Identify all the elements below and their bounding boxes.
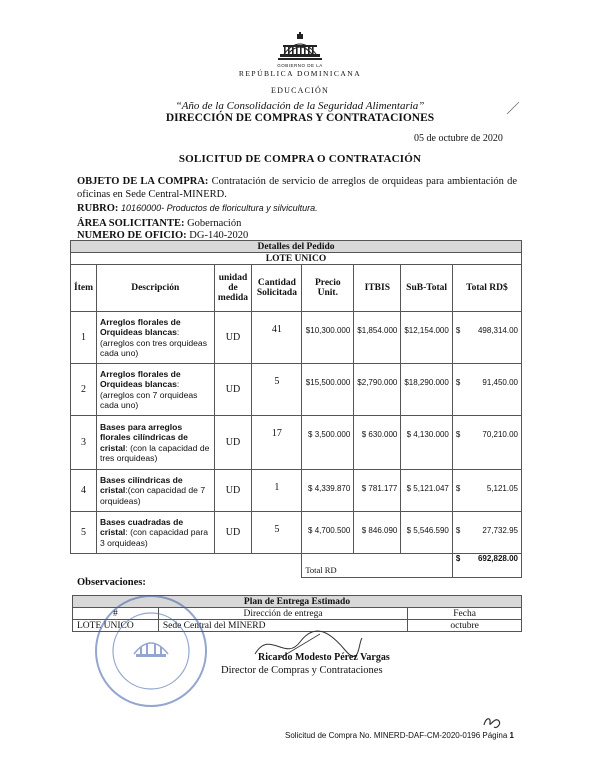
pen-stroke-mark xyxy=(505,100,521,116)
row-ud: UD xyxy=(214,364,252,416)
plan-row-direccion: Sede Central del MINERD xyxy=(158,620,407,632)
observaciones-label: Observaciones: xyxy=(77,577,146,588)
row-total-amount: 27,732.95 xyxy=(482,526,518,535)
row-desc-rest: :(arreglos con 7 orquideas cada uno) xyxy=(100,379,198,410)
year-motto: “Año de la Consolidación de la Seguridad Alimentaria” xyxy=(175,100,425,112)
document-title: SOLICITUD DE COMPRA O CONTRATACIÓN xyxy=(178,153,422,165)
row-itbis: $1,854.000 xyxy=(354,312,401,364)
row-desc xyxy=(97,470,215,512)
table-row xyxy=(71,364,522,416)
row-itbis: $ 781.177 xyxy=(354,470,401,512)
objeto-paragraph xyxy=(77,175,517,201)
department-name: DIRECCIÓN DE COMPRAS Y CONTRATACIONES xyxy=(165,112,435,124)
government-seal-icon xyxy=(270,32,330,64)
plan-col-num: # xyxy=(73,608,159,620)
row-total xyxy=(452,512,521,554)
rubro-line xyxy=(77,203,318,214)
row-item: 5 xyxy=(71,512,97,554)
row-desc-rest: : (con la capacidad de tres orquideas) xyxy=(100,442,210,463)
area-line xyxy=(77,218,241,229)
grand-total xyxy=(452,554,521,578)
seal-caption-republica: REPÚBLICA DOMINICANA xyxy=(238,69,362,78)
rubro-label: RUBRO: xyxy=(77,203,119,214)
row-desc-bold: Arreglos florales de Orquideas blancas xyxy=(100,368,181,389)
area-text: Gobernación xyxy=(187,218,242,229)
row-desc-rest: : (con capacidad para 3 orquideas) xyxy=(100,527,208,548)
oficio-text: DG-140-2020 xyxy=(189,230,249,241)
row-desc-rest: :(arreglos con tres orquideas cada uno) xyxy=(100,327,207,358)
row-cant: 1 xyxy=(252,470,302,512)
official-stamp-icon xyxy=(92,592,210,710)
row-cant: 17 xyxy=(252,416,302,470)
document-date: 05 de octubre de 2020 xyxy=(414,133,503,144)
row-total xyxy=(452,364,521,416)
order-details-bar: Detalles del Pedido xyxy=(71,241,522,253)
row-desc-bold: Bases para arreglos florales cilíndricas de cristal xyxy=(100,421,188,453)
row-subtotal: $18,290.000 xyxy=(401,364,453,416)
row-itbis: $ 846.090 xyxy=(354,512,401,554)
signer-role: Director de Compras y Contrataciones xyxy=(221,665,383,676)
page-footer xyxy=(285,731,514,740)
col-header-total: Total RD$ xyxy=(452,265,521,312)
col-header-cant: Cantidad Solicitada xyxy=(252,265,302,312)
col-header-itbis: ITBIS xyxy=(354,265,401,312)
row-ud: UD xyxy=(214,312,252,364)
ministry-name: EDUCACIÓN xyxy=(271,86,329,95)
row-item: 1 xyxy=(71,312,97,364)
row-precio: $ 4,700.500 xyxy=(302,512,354,554)
footer-page-number: 1 xyxy=(509,731,514,740)
row-item: 2 xyxy=(71,364,97,416)
objeto-text: Contratación de servicio de arreglos de orquideas para ambientación de oficinas en Sede Central-MINERD. xyxy=(77,176,518,200)
row-total-currency: $ xyxy=(455,326,461,335)
grand-total-amount: 692,828.00 xyxy=(477,554,518,563)
row-total-currency: $ xyxy=(455,484,461,493)
col-header-desc: Descripción xyxy=(97,265,215,312)
total-row-blank xyxy=(71,554,302,578)
row-desc-bold: Arreglos florales de Orquideas blancas xyxy=(100,316,181,337)
row-total-currency: $ xyxy=(455,526,461,535)
row-subtotal: $ 5,546.590 xyxy=(401,512,453,554)
row-subtotal: $ 4,130.000 xyxy=(401,416,453,470)
objeto-label: OBJETO DE LA COMPRA: xyxy=(77,176,209,187)
row-total xyxy=(452,470,521,512)
row-cant: 5 xyxy=(252,364,302,416)
row-desc xyxy=(97,364,215,416)
row-cant: 41 xyxy=(252,312,302,364)
row-total xyxy=(452,312,521,364)
col-header-item: Ítem xyxy=(71,265,97,312)
signer-name: Ricardo Modesto Pérez Vargas xyxy=(258,652,390,663)
row-itbis: $ 630.000 xyxy=(354,416,401,470)
row-desc xyxy=(97,512,215,554)
table-row xyxy=(71,512,522,554)
row-ud: UD xyxy=(214,512,252,554)
row-precio: $15,500.000 xyxy=(302,364,354,416)
row-total-amount: 70,210.00 xyxy=(482,430,518,439)
plan-row-lote: LOTE UNICO xyxy=(73,620,159,632)
order-details-table xyxy=(70,240,522,578)
area-label: ÁREA SOLICITANTE: xyxy=(77,218,185,229)
row-desc-rest: :(con capacidad de 7 orquideas) xyxy=(100,485,206,506)
total-label: Total RD xyxy=(302,554,453,578)
plan-row-fecha: octubre xyxy=(408,620,522,632)
table-row xyxy=(71,416,522,470)
table-row xyxy=(71,312,522,364)
row-total xyxy=(452,416,521,470)
col-header-unidad: unidad de medida xyxy=(214,265,252,312)
row-desc xyxy=(97,312,215,364)
row-ud: UD xyxy=(214,470,252,512)
row-precio: $ 3,500.000 xyxy=(302,416,354,470)
row-itbis: $2,790.000 xyxy=(354,364,401,416)
order-rows xyxy=(71,312,522,578)
row-precio: $ 4,339.870 xyxy=(302,470,354,512)
row-item: 3 xyxy=(71,416,97,470)
total-row xyxy=(71,554,522,578)
row-cant: 5 xyxy=(252,512,302,554)
row-item: 4 xyxy=(71,470,97,512)
plan-title: Plan de Entrega Estimado xyxy=(73,596,522,608)
row-total-amount: 91,450.00 xyxy=(482,378,518,387)
handwritten-initials xyxy=(481,713,503,733)
row-desc-bold: Bases cuadradas de cristal xyxy=(100,516,184,538)
row-precio: $10,300.000 xyxy=(302,312,354,364)
row-desc-bold: Bases cilíndricas de cristal xyxy=(100,474,183,496)
row-total-amount: 498,314.00 xyxy=(477,326,518,335)
plan-col-fecha: Fecha xyxy=(408,608,522,620)
plan-col-direccion: Dirección de entrega xyxy=(158,608,407,620)
col-header-subtotal: SuB-Total xyxy=(401,265,453,312)
row-total-amount: 5,121.05 xyxy=(486,484,518,493)
seal-caption-gobierno: GOBIERNO DE LA xyxy=(277,63,323,68)
col-header-precio: Precio Unit. xyxy=(302,265,354,312)
row-total-currency: $ xyxy=(455,378,461,387)
grand-total-currency: $ xyxy=(455,554,461,563)
row-desc xyxy=(97,416,215,470)
row-total-currency: $ xyxy=(455,430,461,439)
row-subtotal: $ 5,121.047 xyxy=(401,470,453,512)
row-subtotal: $12,154.000 xyxy=(401,312,453,364)
rubro-text: 10160000- Productos de floricultura y silvicultura. xyxy=(121,203,318,213)
footer-text: Solicitud de Compra No. MINERD-DAF-CM-2020-0196 Página xyxy=(285,731,510,740)
oficio-label: NUMERO DE OFICIO: xyxy=(77,230,187,241)
row-ud: UD xyxy=(214,416,252,470)
table-row xyxy=(71,470,522,512)
lote-label: LOTE UNICO xyxy=(71,253,522,265)
